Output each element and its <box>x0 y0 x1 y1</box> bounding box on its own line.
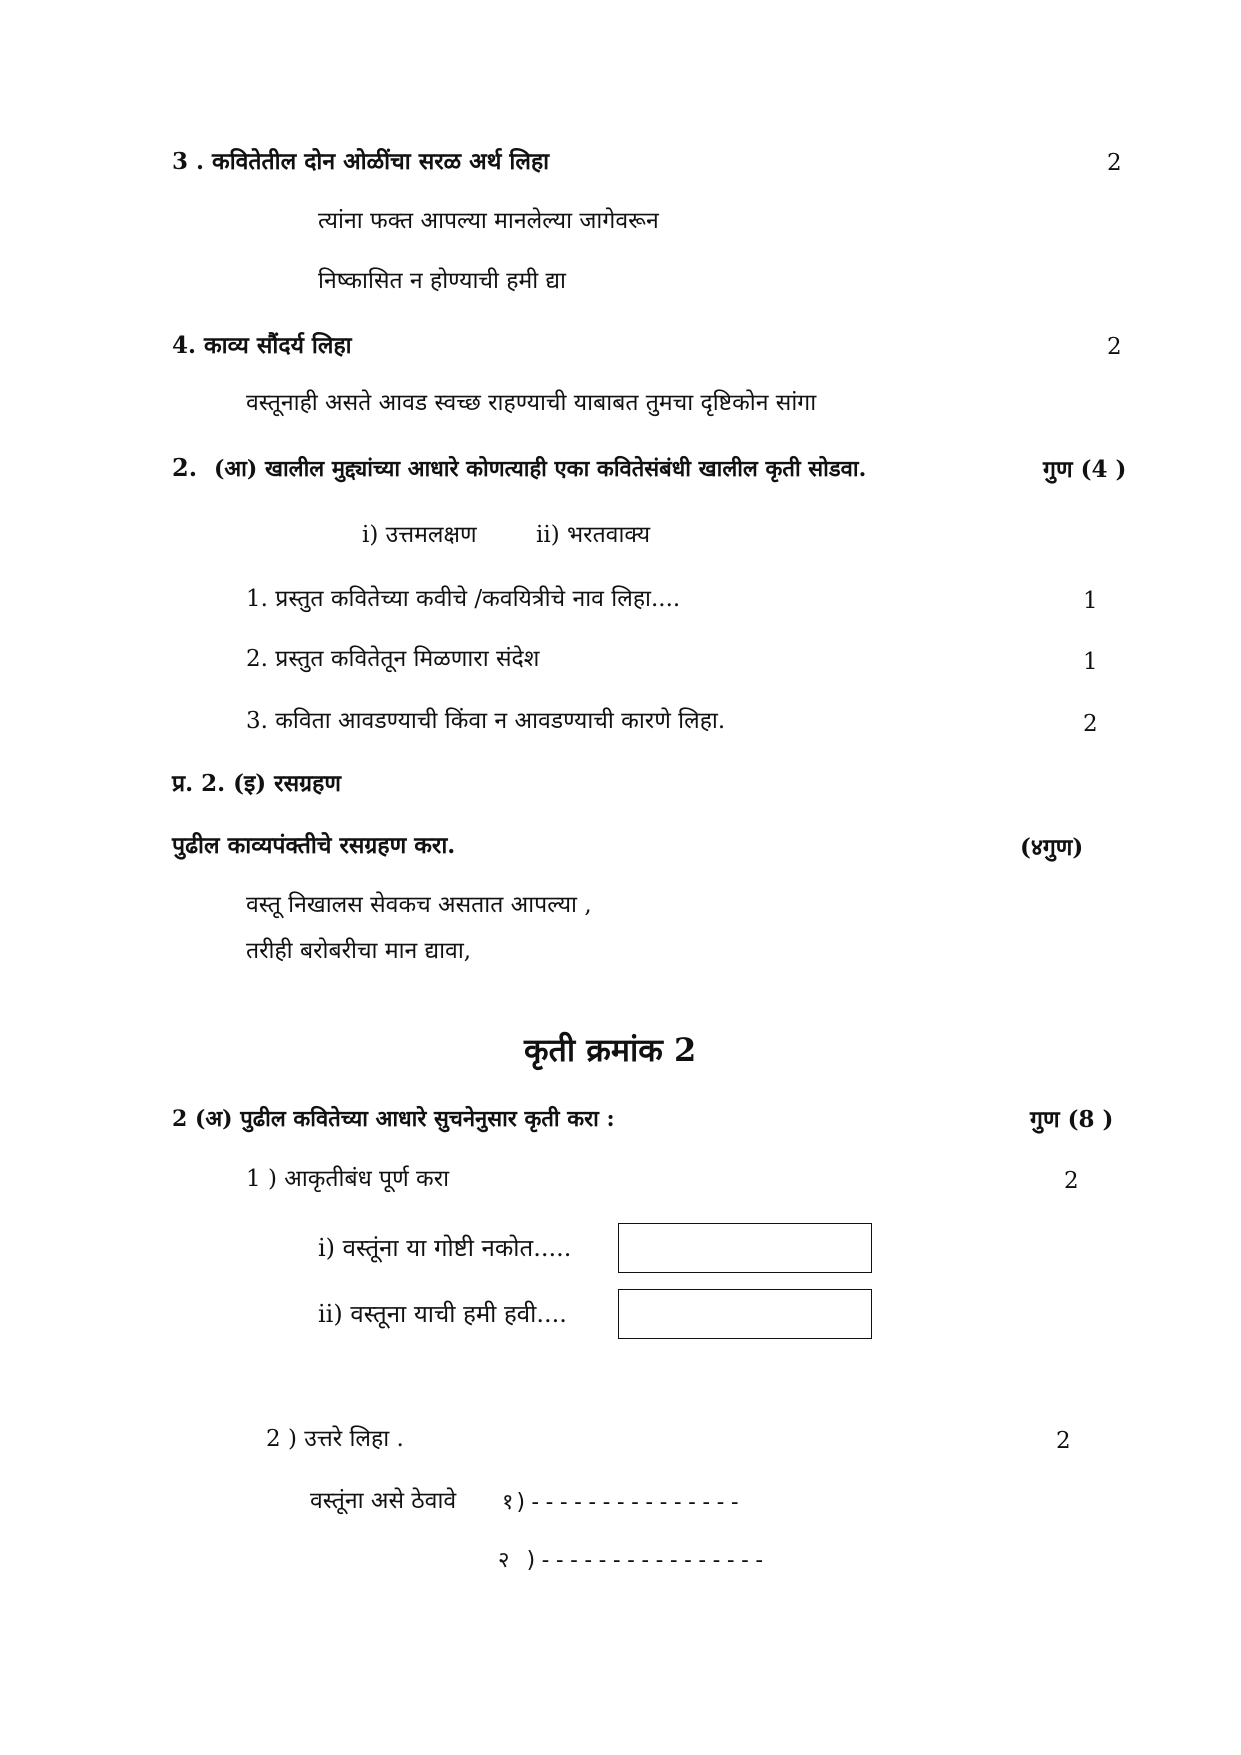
q3-line2: निष्कासित न होण्याची हमी द्या <box>318 268 566 294</box>
section2-item-1: 1. प्रस्तुत कवितेच्या कवीचे /कवयित्रीचे नाव लिहा.... <box>246 586 681 612</box>
section2-option-1: i) उत्तमलक्षण <box>362 522 477 548</box>
activity-q2-label: 2 ) उत्तरे लिहा . <box>266 1426 404 1452</box>
section2-item-2: 2. प्रस्तुत कवितेतून मिळणारा संदेश <box>246 646 540 672</box>
activity-title: कृती क्रमांक 2 <box>524 1031 697 1069</box>
section3-title: प्र. 2. (इ) रसग्रहण <box>172 770 341 797</box>
answer-blank-2[interactable]: २ )---------------- <box>498 1548 767 1573</box>
section2-heading: (आ) खालील मुद्द्यांच्या आधारे कोणत्याही एका कवितेसंबंधी खालील कृती सोडवा. <box>214 456 867 482</box>
q3-line1: त्यांना फक्त आपल्या मानलेल्या जागेवरून <box>318 208 659 234</box>
section2-item-3: 3. कविता आवडण्याची किंवा न आवडण्याची कारणे लिहा. <box>246 708 726 734</box>
section2-option-2: ii) भरतवाक्य <box>536 522 651 548</box>
section2-marks: गुण (4 ) <box>1043 456 1127 483</box>
activity-q1-label: 1 ) आकृतीबंध पूर्ण करा <box>246 1166 450 1192</box>
activity-q1-item-2: ii) वस्तूना याची हमी हवी.... <box>318 1300 567 1328</box>
activity-marks: गुण (8 ) <box>1030 1106 1114 1133</box>
q4-marks: 2 <box>1107 334 1122 360</box>
activity-heading: 2 (अ) पुढील कवितेच्या आधारे सुचनेनुसार कृती करा : <box>172 1106 615 1132</box>
answer-box-2[interactable] <box>618 1289 872 1339</box>
q3-marks: 2 <box>1107 150 1122 176</box>
answer-box-1[interactable] <box>618 1223 872 1273</box>
section3-line-1: वस्तू निखालस सेवकच असतात आपल्या , <box>246 892 592 918</box>
q4-text: वस्तूनाही असते आवड स्वच्छ राहण्याची याबाबत तुमचा दृष्टिकोन सांगा <box>246 390 817 416</box>
section2-item-3-marks: 2 <box>1083 711 1098 737</box>
q4-label: 4. काव्य सौंदर्य लिहा <box>172 332 352 359</box>
section3-instruction: पुढील काव्यपंक्तीचे रसग्रहण करा. <box>172 832 456 859</box>
activity-q2-marks: 2 <box>1056 1428 1071 1454</box>
section2-item-2-marks: 1 <box>1083 649 1098 675</box>
section3-marks: (४गुण) <box>1020 834 1084 861</box>
section3-line-2: तरीही बरोबरीचा मान द्यावा, <box>246 938 472 964</box>
section2-number: 2. <box>172 453 198 482</box>
activity-q1-marks: 2 <box>1064 1168 1079 1194</box>
activity-q1-item-1: i) वस्तूंना या गोष्टी नकोत..... <box>318 1234 572 1262</box>
activity-q2-prefix: वस्तूंना असे ठेवावे <box>310 1488 457 1514</box>
answer-blank-1[interactable]: १)--------------- <box>502 1490 743 1515</box>
q3-label: 3 . कवितेतील दोन ओळींचा सरळ अर्थ लिहा <box>172 148 550 175</box>
section2-item-1-marks: 1 <box>1083 588 1098 614</box>
